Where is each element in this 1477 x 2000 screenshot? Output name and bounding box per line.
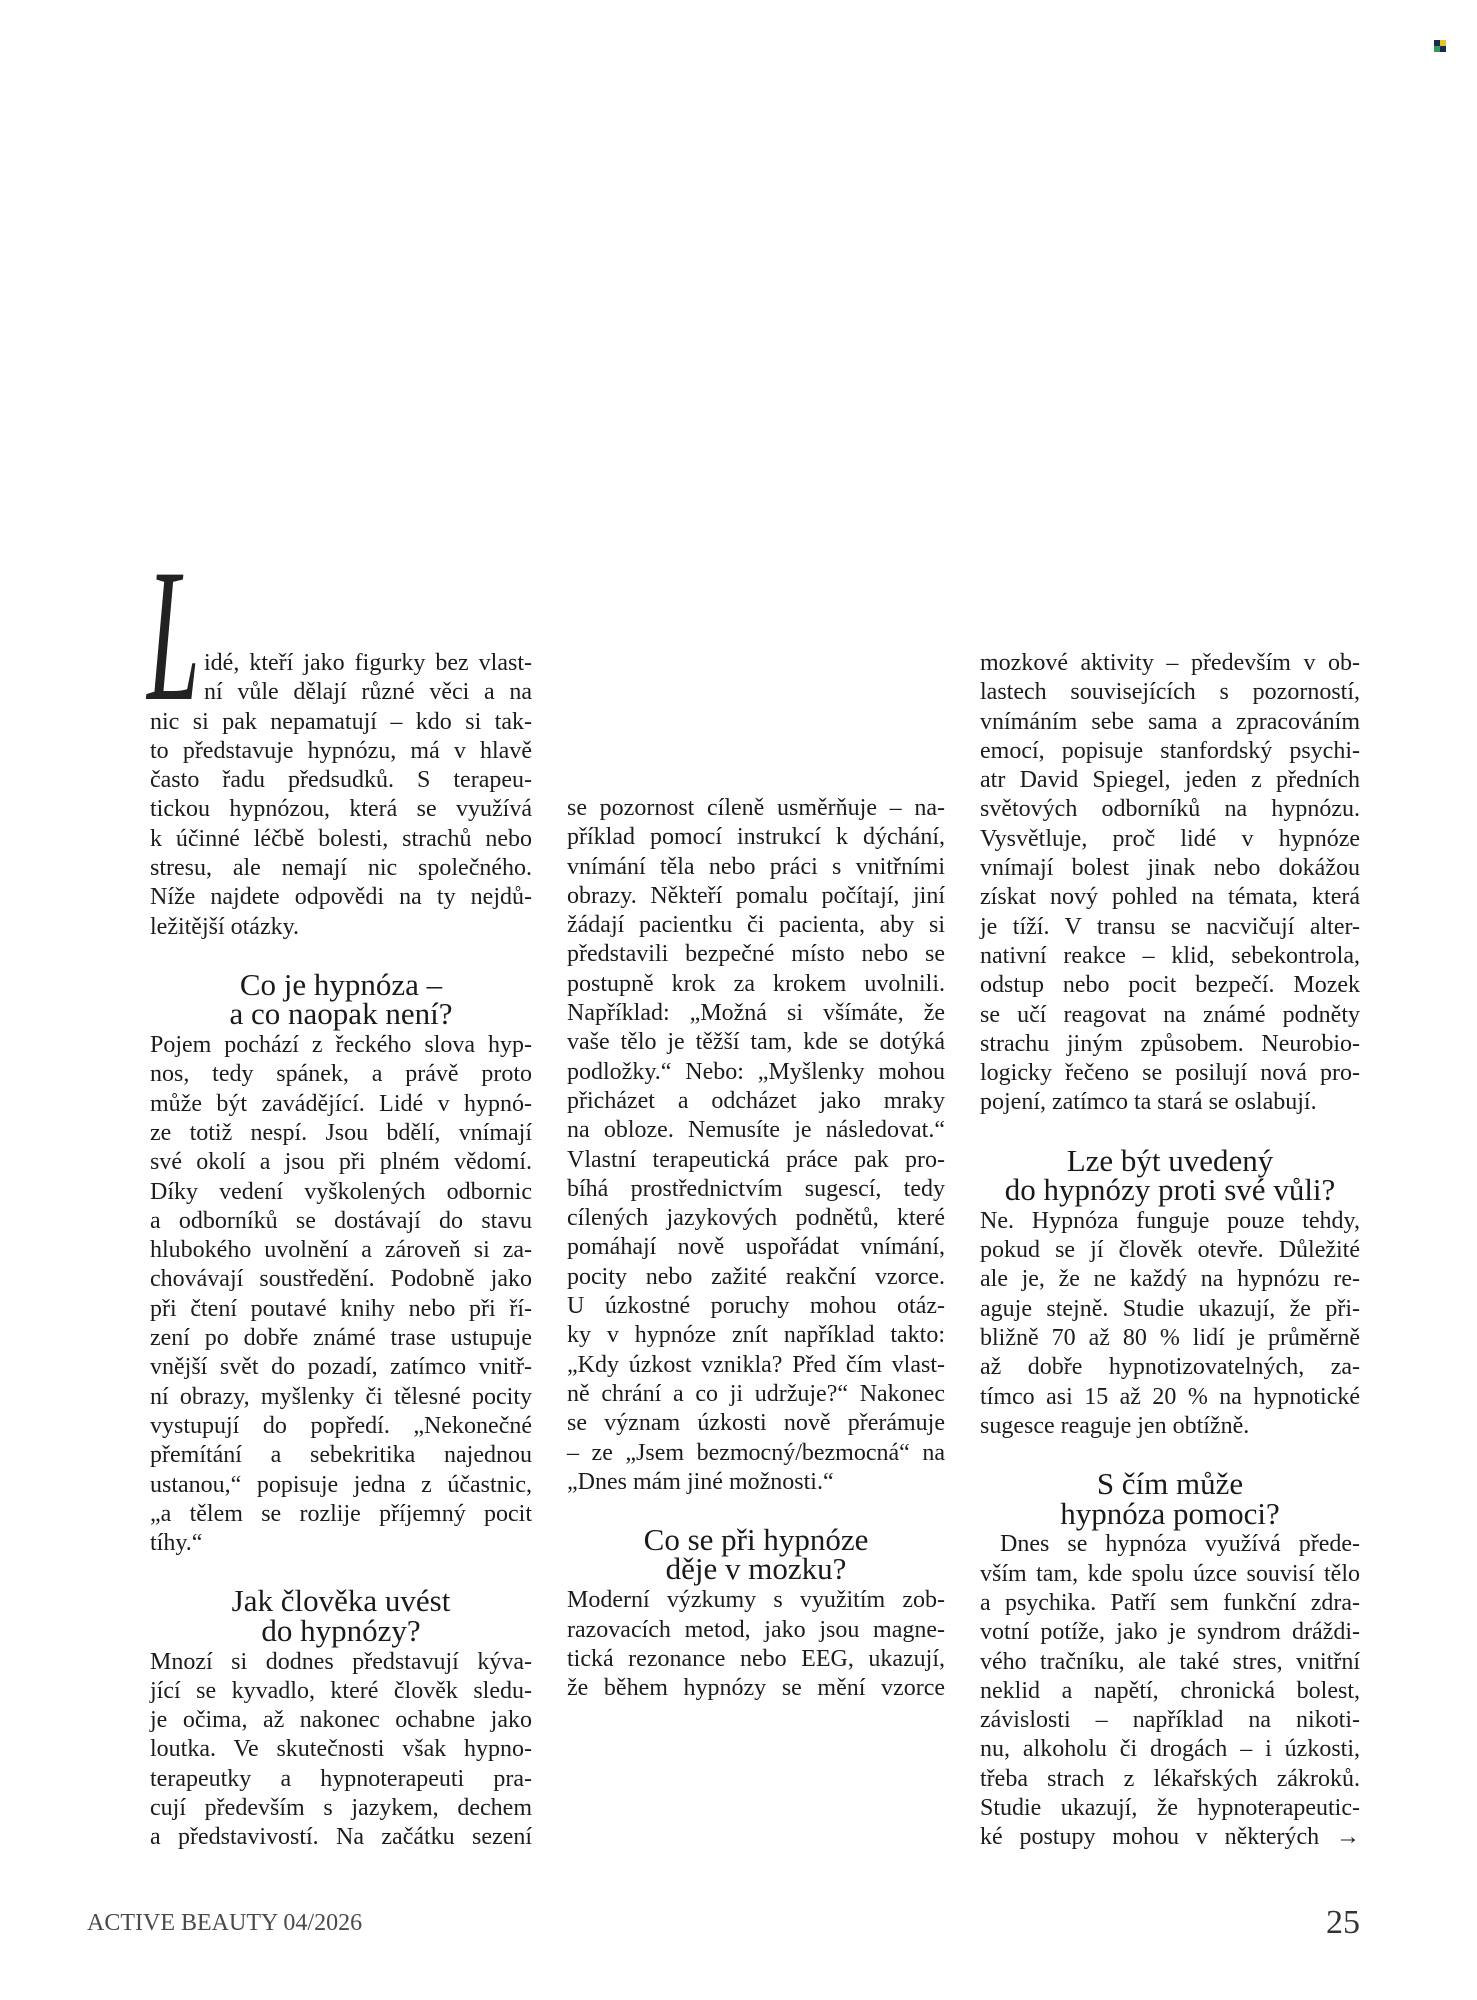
body-text-line: lastech souvisejících s pozorností, bbox=[980, 679, 1360, 706]
section-heading bbox=[150, 966, 532, 1032]
section-heading bbox=[980, 1466, 1360, 1531]
section-heading bbox=[567, 1522, 945, 1587]
body-text-line: ustanou,“ popisuje jedna z účastnic, bbox=[150, 1471, 532, 1498]
body-paragraph bbox=[150, 1648, 532, 1853]
body-text-line: vnější svět do pozadí, zatímco vnitř- bbox=[150, 1354, 532, 1381]
body-text-line: světových odborníků na hypnózu. bbox=[980, 796, 1360, 823]
body-text-line: Moderní výzkumy s využitím zob- bbox=[567, 1587, 945, 1614]
body-paragraph bbox=[980, 1530, 1360, 1852]
body-text-line: Mnozí si dodnes představují kýva- bbox=[150, 1648, 532, 1675]
body-text-line: cílených jazykových podnětů, které bbox=[567, 1205, 945, 1232]
body-text-line: ky v hypnóze znít například takto: bbox=[567, 1322, 945, 1349]
body-text-line: idé, kteří jako figurky bez vlast- bbox=[204, 650, 532, 676]
drop-cap: L bbox=[147, 531, 200, 741]
body-paragraph bbox=[980, 1207, 1360, 1441]
body-text-line: ale je, že ne každý na hypnózu re- bbox=[980, 1266, 1360, 1293]
corner-color-mark bbox=[1434, 40, 1446, 52]
heading-line: Co se při hypnóze bbox=[643, 1522, 869, 1558]
body-text-line: emocí, popisuje stanfordský psychi- bbox=[980, 737, 1360, 764]
heading-line: Jak člověka uvést bbox=[231, 1583, 451, 1619]
body-text-line: Ne. Hypnóza funguje pouze tehdy, bbox=[980, 1207, 1360, 1234]
body-text-line: cují především s jazykem, dechem bbox=[150, 1794, 532, 1821]
body-text-line: příklad pomocí instrukcí k dýchání, bbox=[567, 824, 945, 851]
body-paragraph bbox=[567, 794, 945, 1497]
body-text-line: ké postupy mohou v některých → bbox=[980, 1824, 1360, 1851]
body-text-line: ze totiž nespí. Jsou bdělí, vnímají bbox=[150, 1119, 532, 1146]
body-text-line: ní vůle dělají různé věci a na bbox=[204, 679, 532, 706]
body-text-line: aguje stejně. Studie ukazují, že při- bbox=[980, 1295, 1360, 1322]
section-heading bbox=[150, 1583, 532, 1648]
body-text-line: loutka. Ve skutečnosti však hypno- bbox=[150, 1736, 532, 1763]
body-text-line: může být zavádějící. Lidé v hypnó- bbox=[150, 1090, 532, 1117]
body-text-line: ně chrání a co ji udržuje?“ Nakonec bbox=[567, 1380, 945, 1407]
body-text-line: razovacích metod, jako jsou magne- bbox=[567, 1616, 945, 1643]
body-text-line: a odborníků se dostávají do stavu bbox=[150, 1207, 532, 1234]
body-text-line: nic si pak nepamatují – kdo si tak- bbox=[150, 708, 532, 735]
body-text-line: žádají pacientku či pacienta, aby si bbox=[567, 912, 945, 939]
body-text-line: získat nový pohled na témata, která bbox=[980, 884, 1360, 911]
body-text-line: často řadu předsudků. S terapeu- bbox=[150, 767, 532, 794]
body-text-line: nu, alkoholu či drogách – i úzkosti, bbox=[980, 1736, 1360, 1763]
body-text-line: podložky.“ Nebo: „Myšlenky mohou bbox=[567, 1058, 945, 1085]
body-text-line: mozkové aktivity – především v ob- bbox=[980, 650, 1360, 676]
body-text-line: tíhy.“ bbox=[150, 1530, 203, 1557]
body-text-line: vnímáním sebe sama a zpracováním bbox=[980, 708, 1360, 735]
body-text-line: třeba strach z lékařských zákroků. bbox=[980, 1765, 1360, 1792]
body-text-line: tická rezonance nebo EEG, ukazují, bbox=[567, 1645, 945, 1672]
body-text-line: ležitější otázky. bbox=[150, 913, 300, 940]
section-heading bbox=[980, 1142, 1360, 1208]
body-text-line: při čtení poutavé knihy nebo při ří- bbox=[150, 1295, 532, 1322]
body-text-line: až dobře hypnotizovatelných, za- bbox=[980, 1354, 1360, 1381]
body-paragraph bbox=[980, 649, 1360, 1118]
body-text-line: vystupují do popředí. „Nekonečné bbox=[150, 1412, 532, 1439]
body-text-line: Vysvětluje, proč lidé v hypnóze bbox=[980, 825, 1360, 852]
body-text-line: bližně 70 až 80 % lidí je průměrně bbox=[980, 1325, 1360, 1352]
body-text-line: k účinné léčbě bolesti, strachů nebo bbox=[150, 825, 532, 852]
body-text-line: „a tělem se rozlije příjemný pocit bbox=[150, 1500, 532, 1527]
body-text-line: na obloze. Nemusíte je následovat.“ bbox=[567, 1117, 945, 1144]
body-text-line: tickou hypnózou, která se využívá bbox=[150, 796, 532, 823]
body-text-line: zení po dobře známé trase ustupuje bbox=[150, 1325, 532, 1352]
body-text-line: Například: „Možná si všímáte, že bbox=[567, 1000, 945, 1027]
footer-magazine-issue: ACTIVE BEAUTY 04/2026 bbox=[87, 1910, 363, 1936]
body-text-line: vnímají bolest jinak nebo dokážou bbox=[980, 855, 1360, 882]
body-text-line: sugesce reaguje jen obtížně. bbox=[980, 1412, 1250, 1439]
body-paragraph bbox=[150, 649, 532, 942]
body-text-line: pocity nebo zažité reakční vzorce. bbox=[567, 1263, 945, 1290]
body-paragraph bbox=[567, 1586, 945, 1703]
heading-line: a co naopak není? bbox=[229, 996, 453, 1032]
body-text-line: je očima, až nakonec ochabne jako bbox=[150, 1707, 532, 1734]
body-text-line: atr David Spiegel, jeden z předních bbox=[980, 767, 1360, 794]
body-text-line: vého tračníku, ale také stres, vnitřní bbox=[980, 1648, 1360, 1675]
body-text-line: neklid a napětí, chronická bolest, bbox=[980, 1677, 1360, 1704]
body-text-line: logicky řečeno se posilují nová pro- bbox=[980, 1060, 1360, 1087]
body-text-line: se význam úzkosti nově přerámuje bbox=[567, 1410, 945, 1437]
body-text-line: Pojem pochází z řeckého slova hyp- bbox=[150, 1032, 532, 1059]
heading-line: Co je hypnóza – bbox=[239, 966, 443, 1002]
body-text-line: ní obrazy, myšlenky či tělesné pocity bbox=[150, 1383, 532, 1410]
body-text-line: vším tam, kde spolu úzce souvisí tělo bbox=[980, 1560, 1360, 1587]
body-text-line: nativní reakce – klid, sebekontrola, bbox=[980, 942, 1360, 969]
body-paragraph bbox=[150, 1031, 532, 1558]
body-text-line: a představivostí. Na začátku sezení bbox=[150, 1824, 532, 1851]
body-text-line: Díky vedení vyškolených odbornic bbox=[150, 1178, 532, 1205]
heading-line: do hypnózy? bbox=[261, 1612, 421, 1648]
body-text-line: terapeutky a hypnoterapeuti pra- bbox=[150, 1765, 532, 1792]
body-text-line: pokud se jí člověk otevře. Důležité bbox=[980, 1237, 1360, 1264]
body-text-line: tímco asi 15 až 20 % na hypnotické bbox=[980, 1383, 1360, 1410]
body-text-line: představili bezpečné místo nebo se bbox=[567, 941, 945, 968]
body-text-line: obrazy. Někteří pomalu počítají, jiní bbox=[567, 882, 945, 909]
body-text-line: bíhá prostřednictvím sugescí, tedy bbox=[567, 1175, 945, 1202]
body-text-line: přemítání a sebekritika najednou bbox=[150, 1442, 532, 1469]
body-text-line: votní potíže, jako je syndrom dráždi- bbox=[980, 1619, 1360, 1646]
body-text-line: se pozornost cíleně usměrňuje – na- bbox=[567, 795, 945, 821]
heading-line: děje v mozku? bbox=[665, 1551, 847, 1587]
corner-mark-cell bbox=[1440, 46, 1446, 52]
body-text-line: to představuje hypnózu, má v hlavě bbox=[150, 737, 532, 764]
body-text-line: vnímání těla nebo práci s vnitřními bbox=[567, 853, 945, 880]
body-text-line: své okolí a jsou při plném vědomí. bbox=[150, 1149, 532, 1176]
body-text-line: nos, tedy spánek, a právě proto bbox=[150, 1061, 532, 1088]
heading-line: S čím může bbox=[1096, 1466, 1244, 1502]
body-text-line: pojení, zatímco ta stará se oslabují. bbox=[980, 1089, 1317, 1116]
body-text-line: postupně krok za krokem uvolnili. bbox=[567, 970, 945, 997]
body-text-line: Dnes se hypnóza využívá přede- bbox=[1000, 1531, 1360, 1558]
body-text-line: chovávají soustředění. Podobně jako bbox=[150, 1266, 532, 1293]
body-text-line: vaše tělo je těžší tam, kde se dotýká bbox=[567, 1029, 945, 1056]
body-text-line: se učí reagovat na známé podněty bbox=[980, 1001, 1360, 1028]
body-text-line: Vlastní terapeutická práce pak pro- bbox=[567, 1146, 945, 1173]
heading-line: hypnóza pomoci? bbox=[1060, 1495, 1280, 1531]
body-text-line: U úzkostné poruchy mohou otáz- bbox=[567, 1293, 945, 1320]
body-text-line: přicházet a odcházet jako mraky bbox=[567, 1087, 945, 1114]
body-text-line: je tíží. V transu se nacvičují alter- bbox=[980, 913, 1360, 940]
body-text-line: strachu jiným způsobem. Neurobio- bbox=[980, 1030, 1360, 1057]
article-column-2 bbox=[567, 794, 945, 1703]
body-text-line: hlubokého uvolnění a zároveň si za- bbox=[150, 1237, 532, 1264]
page-number: 25 bbox=[1326, 1904, 1360, 1941]
body-text-line: jící se kyvadlo, které člověk sledu- bbox=[150, 1677, 532, 1704]
body-text-line: závislosti – například na nikoti- bbox=[980, 1707, 1360, 1734]
body-text-line: a psychika. Patří sem funkční zdra- bbox=[980, 1589, 1360, 1616]
heading-line: do hypnózy proti své vůli? bbox=[1004, 1172, 1336, 1208]
body-text-line: „Dnes mám jiné možnosti.“ bbox=[567, 1468, 834, 1495]
body-text-line: pomáhají nově uspořádat vnímání, bbox=[567, 1234, 945, 1261]
article-column-1 bbox=[150, 649, 532, 1853]
body-text-line: že během hypnózy se mění vzorce bbox=[567, 1675, 945, 1702]
body-text-line: – ze „Jsem bezmocný/bezmocná“ na bbox=[567, 1439, 945, 1466]
heading-line: Lze být uvedený bbox=[1066, 1142, 1274, 1178]
body-text-line: „Kdy úzkost vznikla? Před čím vlast- bbox=[567, 1351, 945, 1378]
body-text-line: Studie ukazují, že hypnoterapeutic- bbox=[980, 1794, 1360, 1821]
body-text-line: odstup nebo pocit bezpečí. Mozek bbox=[980, 972, 1360, 999]
article-column-3 bbox=[980, 649, 1360, 1853]
body-text-line: stresu, ale nemají nic společného. bbox=[150, 855, 532, 882]
body-text-line: Níže najdete odpovědi na ty nejdů- bbox=[150, 884, 532, 911]
